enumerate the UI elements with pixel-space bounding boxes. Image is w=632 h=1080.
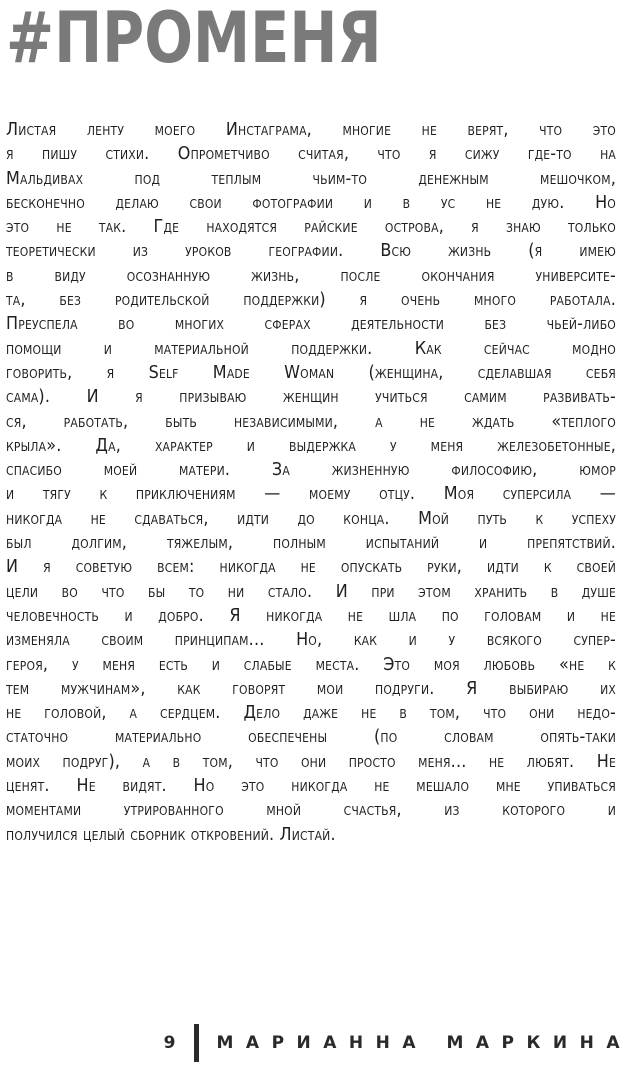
paragraph-line: был долгим, тяжелым, полным испытаний и препятствий.: [6, 532, 616, 554]
paragraph-line: моментами утрированного мной счастья, из которого и: [6, 799, 616, 821]
page-number: 9: [163, 1033, 176, 1053]
paragraph-line: получился целый сборник откровений. Листай.: [6, 823, 336, 845]
paragraph-line: ся, работать, быть независимыми, а не ждать «теплого: [6, 410, 616, 432]
paragraph-line: изменяла своим принципам... Но, как и у всякого супер-: [6, 629, 616, 651]
paragraph-line: Листая ленту моего Инстаграма, многие не верят, что это: [6, 119, 616, 140]
paragraph-line: это не так. Где находятся райские острова, я знаю только: [6, 216, 616, 238]
paragraph-line: спасибо моей матери. За жизненную философию, юмор: [6, 459, 616, 481]
paragraph-line: никогда не сдаваться, идти до конца. Мой путь к успеху: [6, 507, 616, 529]
page-title: #ПРОМЕНЯ: [6, 0, 382, 79]
paragraph-line: бесконечно делаю свои фотографии и в ус не дую. Но: [6, 191, 616, 213]
paragraph-line: помощи и материальной поддержки. Как сейчас модно: [6, 337, 616, 359]
paragraph-line: крыла». Да, характер и выдержка у меня железобетонные,: [6, 434, 616, 456]
paragraph-line: теоретически из уроков географии. Всю жизнь (я имею: [6, 240, 616, 262]
paragraph-line: в виду осознанную жизнь, после окончания университе-: [6, 264, 616, 286]
paragraph-line: моих подруг), а в том, что они просто меня... не любят. Не: [6, 750, 616, 772]
paragraph-line: я пишу стихи. Опрометчиво считая, что я сижу где-то на: [6, 143, 616, 165]
paragraph-line: человечность и добро. Я никогда не шла по головам и не: [6, 604, 616, 626]
footer-divider: [194, 1024, 199, 1062]
page-footer: [164, 1024, 632, 1062]
paragraph-line: сама). И я призываю женщин учиться самим развивать-: [6, 386, 616, 408]
paragraph-line: героя, у меня есть и слабые места. Это моя любовь «не к: [6, 653, 616, 675]
paragraph-line: ценят. Не видят. Но это никогда не мешало мне упиваться: [6, 775, 616, 797]
paragraph-line: не головой, а сердцем. Дело даже не в том, что они недо-: [6, 702, 616, 724]
paragraph-line: статочно материально обеспечены (по словам опять-таки: [6, 726, 616, 748]
paragraph-line: Мальдивах под теплым чьим-то денежным мешочком,: [6, 167, 616, 189]
body-paragraph: [6, 118, 616, 847]
paragraph-line: та, без родительской поддержки) я очень много работала.: [6, 289, 616, 311]
paragraph-line: цели во что бы то ни стало. И при этом хранить в душе: [6, 580, 616, 602]
paragraph-line: Преуспела во многих сферах деятельности без чьей-либо: [6, 313, 616, 335]
author-name: МАРИАННА МАРКИНА: [216, 1033, 632, 1053]
paragraph-line: И я советую всем: никогда не опускать руки, идти к своей: [6, 556, 616, 578]
paragraph-line: и тягу к приключениям — моему отцу. Моя суперсила —: [6, 483, 616, 505]
paragraph-line: тем мужчинам», как говорят мои подруги. Я выбираю их: [6, 677, 616, 699]
paragraph-line: говорить, я Self Made Woman (женщина, сделавшая себя: [6, 361, 616, 383]
